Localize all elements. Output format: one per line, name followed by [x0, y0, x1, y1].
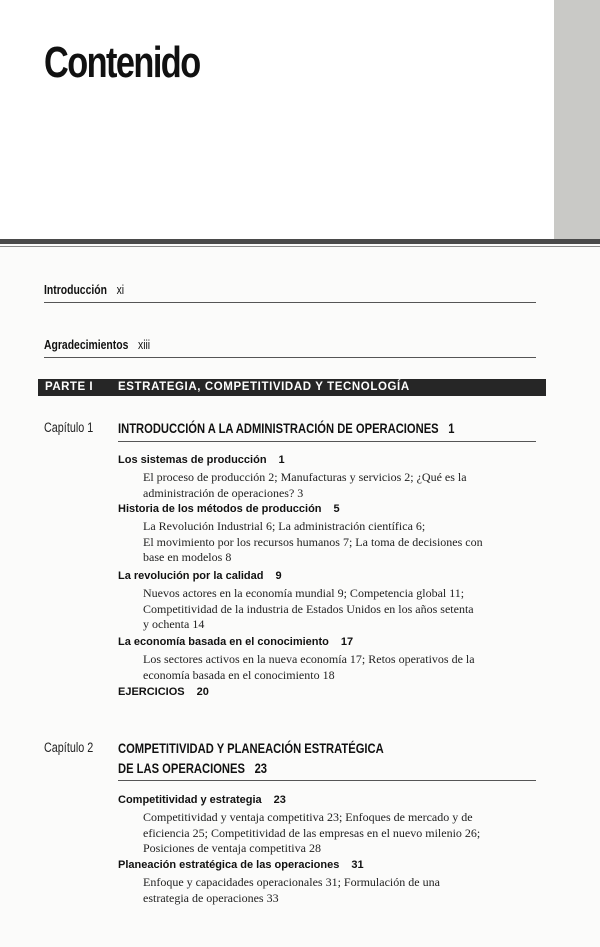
header-band	[0, 0, 600, 242]
section-page: 9	[275, 570, 282, 582]
section-page: 23	[273, 794, 286, 806]
section-topics: La Revolución Industrial 6; La administración científica 6; El movimiento por los recursos humanos 7; La toma de decisiones con base en modelos 8	[143, 519, 483, 564]
section-page: 5	[333, 503, 340, 515]
toc-section[interactable]	[118, 859, 364, 871]
toc-section[interactable]	[118, 454, 285, 466]
chapter-page: 1	[448, 420, 455, 436]
section-topics: El proceso de producción 2; Manufacturas y servicios 2; ¿Qué es la administración de operaciones? 3	[143, 470, 467, 500]
toc-section[interactable]	[118, 794, 286, 806]
section-topics: Nuevos actores en la economía mundial 9; Competencia global 11; Competitividad de la industria de Estados Unidos en los años setenta y ochenta 14	[143, 586, 474, 631]
part-title: ESTRATEGIA, COMPETITIVIDAD Y TECNOLOGÍA	[118, 381, 410, 393]
section-title: La economía basada en el conocimiento	[118, 636, 329, 648]
header-rule-thin	[0, 246, 600, 247]
toc-entry-introduccion[interactable]	[44, 282, 144, 298]
section-title: Los sistemas de producción	[118, 454, 267, 466]
header-rule	[0, 239, 600, 244]
section-page: 20	[196, 686, 209, 698]
toc-section-ejercicios[interactable]	[118, 686, 209, 698]
chapter-title-text: DE LAS OPERACIONES	[118, 760, 245, 776]
section-title: Competitividad y estrategia	[118, 794, 262, 806]
toc-entry-page: xi	[116, 282, 125, 297]
toc-section[interactable]	[118, 636, 353, 648]
divider	[44, 357, 536, 358]
section-page: 31	[351, 859, 364, 871]
section-topics: Enfoque y capacidades operacionales 31; Formulación de una estrategia de operaciones 33	[143, 875, 440, 905]
part-banner[interactable]	[38, 379, 546, 396]
toc-section[interactable]	[118, 503, 340, 515]
section-page: 1	[278, 454, 285, 466]
toc-entry-page: xiii	[137, 337, 151, 352]
section-page: 17	[340, 636, 354, 648]
toc-section[interactable]	[118, 570, 282, 582]
section-title: EJERCICIOS	[118, 686, 185, 698]
chapter-title[interactable]	[118, 739, 450, 779]
section-topics: Los sectores activos en la nueva economía 17; Retos operativos de la economía basada en el conocimiento 18	[143, 652, 475, 682]
chapter-page: 23	[254, 760, 268, 776]
chapter-title-text: COMPETITIVIDAD Y PLANEACIÓN ESTRATÉGICA	[118, 740, 384, 756]
section-title: Historia de los métodos de producción	[118, 503, 322, 515]
divider	[118, 780, 536, 781]
chapter-label: Capítulo 1	[44, 420, 94, 435]
section-topics: Competitividad y ventaja competitiva 23; Enfoques de mercado y de eficiencia 25; Competitividad de las empresas en el nuevo milenio 26; Posiciones de ventaja competitiva 28	[143, 810, 481, 855]
section-title: La revolución por la calidad	[118, 570, 264, 582]
chapter-title[interactable]	[118, 419, 539, 439]
part-label: PARTE I	[45, 381, 94, 393]
page-edge-shadow	[554, 0, 600, 242]
chapter-title-text: INTRODUCCIÓN A LA ADMINISTRACIÓN DE OPERACIONES	[118, 420, 439, 436]
toc-entry-label: Agradecimientos	[44, 337, 129, 352]
toc-entry-label: Introducción	[44, 282, 107, 297]
divider	[44, 302, 536, 303]
divider	[118, 441, 536, 442]
toc-entry-agradecimientos[interactable]	[44, 337, 177, 353]
section-title: Planeación estratégica de las operaciones	[118, 859, 340, 871]
page-title: Contenido	[44, 38, 200, 87]
chapter-label: Capítulo 2	[44, 740, 94, 755]
